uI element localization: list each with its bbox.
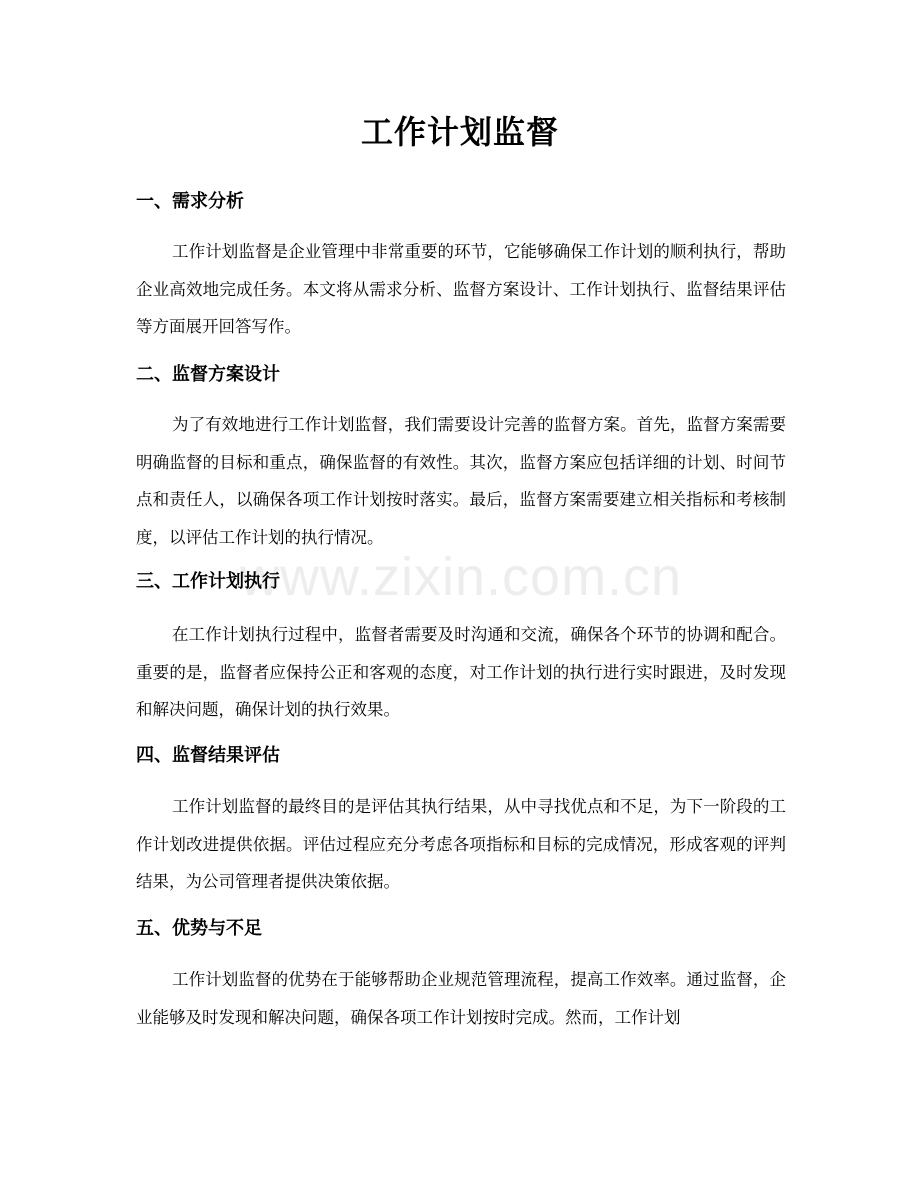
section-heading-5: 五、优势与不足 — [136, 918, 262, 939]
section-paragraph-4: 工作计划监督的最终目的是评估其执行结果，从中寻找优点和不足，为下一阶段的工作计划改进提供依据。评估过程应充分考虑各项指标和目标的完成情况，形成客观的评判结果，为公司管理者提供决策依据。 — [136, 797, 786, 891]
section-paragraph-1: 工作计划监督是企业管理中非常重要的环节，它能够确保工作计划的顺利执行，帮助企业高效地完成任务。本文将从需求分析、监督方案设计、工作计划执行、监督结果评估等方面展开回答写作。 — [136, 242, 786, 336]
watermark: www.zixin.com.cn — [240, 547, 683, 607]
section-heading-4: 四、监督结果评估 — [136, 745, 280, 766]
document-title: 工作计划监督 — [360, 113, 559, 151]
section-paragraph-5: 工作计划监督的优势在于能够帮助企业规范管理流程，提高工作效率。通过监督，企业能够及时发现和解决问题，确保各项工作计划按时完成。然而，工作计划 — [136, 970, 786, 1027]
section-heading-2: 二、监督方案设计 — [136, 364, 280, 385]
section-heading-1: 一、需求分析 — [136, 191, 244, 212]
section-heading-3: 三、工作计划执行 — [136, 571, 280, 592]
section-paragraph-2: 为了有效地进行工作计划监督，我们需要设计完善的监督方案。首先，监督方案需要明确监督的目标和重点，确保监督的有效性。其次，监督方案应包括详细的计划、时间节点和责任人，以确保各项工作计划按时落实。最后，监督方案需要建立相关指标和考核制度，以评估工作计划的执行情况。 — [136, 415, 786, 547]
section-paragraph-3: 在工作计划执行过程中，监督者需要及时沟通和交流，确保各个环节的协调和配合。重要的是，监督者应保持公正和客观的态度，对工作计划的执行进行实时跟进，及时发现和解决问题，确保计划的执行效果。 — [136, 625, 786, 719]
